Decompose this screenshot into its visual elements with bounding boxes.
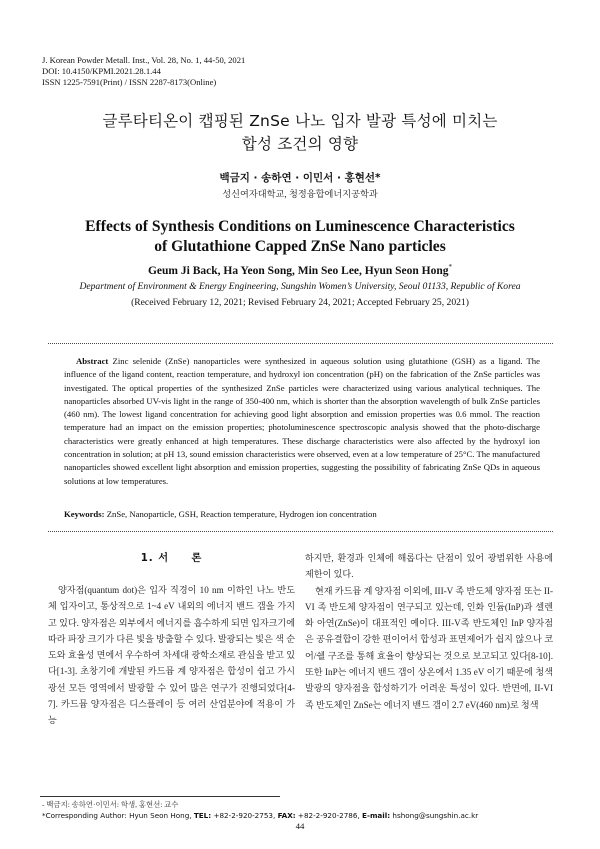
- corresponding-mark: *: [448, 263, 453, 271]
- english-affiliation: Department of Environment & Energy Engineering, Sungshin Women’s University, Seoul 01133, Republic of Korea: [79, 281, 521, 292]
- email-value[interactable]: hshong@sungshin.ac.kr: [392, 811, 479, 820]
- citation-line: J. Korean Powder Metall. Inst., Vol. 28, No. 1, 44-50, 2021: [42, 55, 246, 65]
- body-right-column: [305, 550, 553, 713]
- korean-title-line1: 글루타티온이 캡핑된 ZnSe 나노 입자 발광 특성에 미치는: [102, 112, 498, 130]
- korean-title-line2: 합성 조건의 영향: [241, 135, 359, 153]
- section-title: 1. 서 론: [140, 553, 203, 564]
- abstract-label: Abstract: [76, 356, 109, 366]
- issn-line: ISSN 1225-7591(Print) / ISSN 2287-8173(Online): [42, 77, 217, 87]
- tel-value: +82-2-920-2753,: [213, 811, 276, 820]
- body-paragraph: 하지만, 환경과 인체에 해롭다는 단점이 있어 광범위한 사용에 제한이 있다.: [305, 553, 553, 580]
- keywords-label: Keywords:: [64, 509, 105, 519]
- corr-name: Hyun Seon Hong,: [129, 811, 192, 820]
- corr-label: *Corresponding Author:: [42, 811, 127, 820]
- email-label: E-mail:: [362, 811, 391, 820]
- abstract: [64, 355, 540, 488]
- fax-label: FAX:: [277, 811, 296, 820]
- abstract-top-rule: [48, 343, 553, 344]
- korean-title: [0, 110, 600, 156]
- english-title: [0, 217, 600, 257]
- page-number: 44: [295, 821, 305, 831]
- keywords: [64, 509, 540, 519]
- english-authors: [0, 263, 600, 277]
- fax-value: +82-2-920-2786,: [297, 811, 360, 820]
- body-left-column: 양자점(quantum dot)은 입자 직경이 10 nm 이하인 나노 반도체 입자이고, 통상적으로 1~4 eV 내외의 에너지 밴드 갭을 가지고 있다. 양자점은 외부에서 에너지를 흡수하게 되면 입자크기에 따라 파장 크기가 다른 빛을 방출할 수 있다. 발광되는 빛은 색 순도와 효율성 면에서 우수하여 차세대 광학소재로 관심을 받고 있다[1-3]. 초창기에 개발된 카드뮴 계 양자점은 합성이 쉽고 가시광선 모든 영역에서 발광할 수 있어 많은 연구가 진행되었다[4-7]. 카드뮴 양자점은 디스플레이 등 여러 산업분야에 적용이 가능: [48, 585, 295, 726]
- korean-authors: 백금지 · 송하연 · 이민서 · 홍현선*: [219, 172, 381, 184]
- keywords-text: ZnSe, Nanoparticle, GSH, Reaction temperature, Hydrogen ion concentration: [106, 509, 377, 519]
- tel-label: TEL:: [193, 811, 212, 820]
- body-paragraph: 현재 카드뮴 계 양자점 이외에, III-V 족 반도체 양자점 또는 II-VI 족 반도체 양자점이 연구되고 있는데, 인화 인듐(InP)과 셀렌화 아연(ZnSe)이 대표적인 예이다. III-V족 반도체인 InP 양자점은 공유결합이 강한 편이어서 합성과 표면제어가 쉽지 않으나 코어/쉘 구조를 통해 효율이 향상되는 것으로 보고되고 있다[8-10]. 또한 InP는 에너지 밴드 갭이 상온에서 1.35 eV 이기 때문에 청색 발광의 양자점을 합성하기가 어려운 특성이 있다. 반면에, II-VI족 반도체인 ZnSe는 에너지 밴드 갭이 2.7 eV(460 nm)로 청색: [305, 585, 553, 710]
- english-title-line2: of Glutathione Capped ZnSe Nano particles: [154, 238, 446, 255]
- author-names: Geum Ji Back, Ha Yeon Song, Min Seo Lee, Hyun Seon Hong: [147, 264, 449, 277]
- corresponding-author-footnote: [42, 811, 478, 820]
- english-title-line1: Effects of Synthesis Conditions on Luminescence Characteristics: [85, 218, 515, 235]
- korean-affiliation: 성신여자대학교, 청정융합에너지공학과: [222, 189, 378, 199]
- abstract-bottom-rule: [48, 531, 553, 532]
- footnote-rule: [40, 796, 280, 797]
- journal-header: [42, 55, 245, 88]
- abstract-text: Zinc selenide (ZnSe) nanoparticles were synthesized in aqueous solution using glutathione (GSH) as a ligand. The influence of the ligand content, reaction temperature, and hydroxyl ion concentration (pH) on the fabrication of the ZnSe particles was investigated. The optical properties of the synthesized ZnSe particles were characterized using various analytical techniques. The nanoparticles absorbed UV-vis light in the range of 350-400 nm, which is shorter than the absorption wavelength of bulk ZnSe particles (460 nm). The lowest ligand concentration for achieving good light absorption and emission properties was 0.6 mmol. The reaction temperature had an impact on the emission properties; photoluminescence spectroscopic analysis showed that the photo-discharge characteristics were greatly enhanced at high temperatures. These discharge characteristics were also affected by the hydroxyl ion concentration in solution; at pH 13, sound emission characteristics were observed, even at a low temperature of 25°C. The manufactured nanoparticles showed excellent light absorption and emission properties, suggesting the possibility of fabricating ZnSe QDs in aqueous solutions at low temperatures.: [64, 356, 541, 486]
- doi-line: DOI: 10.4150/KPMI.2021.28.1.44: [42, 66, 161, 76]
- received-dates: (Received February 12, 2021; Revised February 24, 2021; Accepted February 25, 2021): [131, 297, 469, 308]
- author-roles-footnote: - 백금지: 송하연·이민서: 학생, 홍현선: 교수: [42, 800, 179, 809]
